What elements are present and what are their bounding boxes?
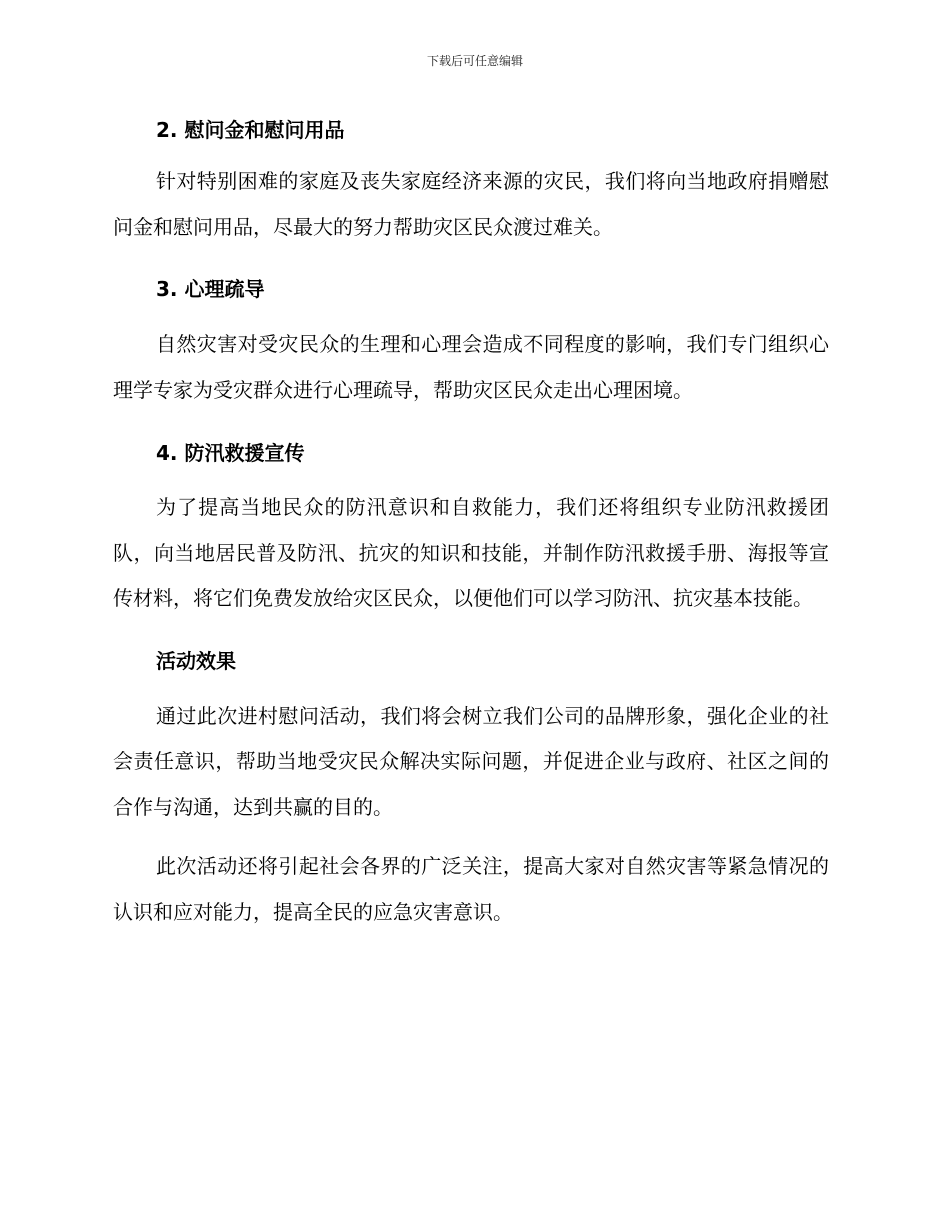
paragraph-condolence-funds: 针对特别困难的家庭及丧失家庭经济来源的灾民，我们将向当地政府捐赠慰问金和慰问用品，尽最大的努力帮助灾区民众渡过难关。 — [113, 169, 829, 239]
paragraph-activity-effect-1: 通过此次进村慰问活动，我们将会树立我们公司的品牌形象，强化企业的社会责任意识，帮助当地受灾民众解决实际问题，并促进企业与政府、社区之间的合作与沟通，达到共赢的目的。 — [113, 703, 829, 819]
document-body — [113, 112, 829, 935]
section-heading-psych-counseling: 3. 心理疏导 — [156, 277, 265, 301]
header-note: 下载后可任意编辑 — [426, 54, 523, 68]
paragraph-psych-counseling: 自然灾害对受灾民众的生理和心理会造成不同程度的影响，我们专门组织心理学专家为受灾群众进行心理疏导，帮助灾区民众走出心理困境。 — [113, 332, 829, 402]
paragraph-activity-effect-2: 此次活动还将引起社会各界的广泛关注，提高大家对自然灾害等紧急情况的认识和应对能力，提高全民的应急灾害意识。 — [113, 854, 829, 924]
section-heading-flood-publicity: 4. 防汛救援宣传 — [156, 441, 305, 465]
paragraph-flood-publicity: 为了提高当地民众的防汛意识和自救能力，我们还将组织专业防汛救援团队，向当地居民普及防汛、抗灾的知识和技能，并制作防汛救援手册、海报等宣传材料，将它们免费发放给灾区民众，以便他们可以学习防汛、抗灾基本技能。 — [113, 495, 829, 610]
section-heading-activity-effect: 活动效果 — [156, 648, 236, 673]
section-heading-condolence-funds: 2. 慰问金和慰问用品 — [156, 118, 345, 142]
